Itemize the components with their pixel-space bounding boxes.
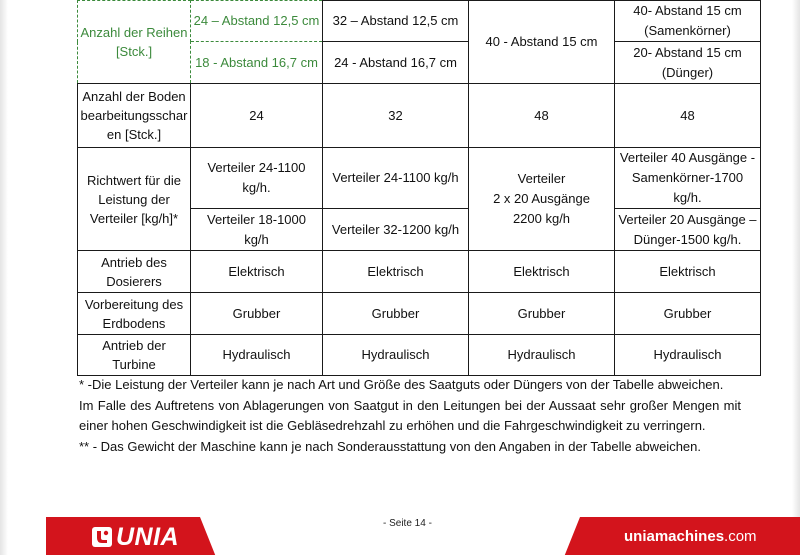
footnotes — [79, 375, 741, 457]
coulters-c1: 24 — [191, 84, 323, 148]
footnote-weight: ** - Das Gewicht der Maschine kann je nach Sonderausstattung von den Angaben in der Tabelle abweichen. — [79, 438, 701, 454]
website-name: uniamachines — [624, 528, 725, 545]
distributor-c3-line1: Verteiler — [517, 171, 566, 186]
rows-count-c1-bottom: 18 - Abstand 16,7 cm — [191, 42, 323, 84]
metering-drive-label: Antrieb des Dosierers — [78, 251, 191, 293]
rows-count-c2-top: 32 – Abstand 12,5 cm — [323, 1, 469, 42]
rows-count-c4-bottom: 20- Abstand 15 cm (Dünger) — [615, 42, 761, 84]
soil-prep-c3: Grubber — [469, 293, 615, 335]
distributor-c1-top: Verteiler 24-1100 kg/h. — [191, 148, 323, 209]
soil-prep-c1: Grubber — [191, 293, 323, 335]
website-link[interactable] — [624, 528, 757, 545]
unia-logo-icon — [92, 527, 112, 547]
turbine-drive-c1: Hydraulisch — [191, 335, 323, 376]
coulters-c4: 48 — [615, 84, 761, 148]
distributor-c4-top: Verteiler 40 Ausgänge - Samenkörner-1700 kg/h. — [615, 148, 761, 209]
distributor-c2-bottom: Verteiler 32-1200 kg/h — [323, 209, 469, 251]
distributor-c2-top: Verteiler 24-1100 kg/h — [323, 148, 469, 209]
brand-logo — [92, 523, 179, 551]
metering-drive-c2: Elektrisch — [323, 251, 469, 293]
footnote-distributor: * -Die Leistung der Verteiler kann je nach Art und Größe des Saatguts oder Düngers von der Tabelle abweichen. — [79, 377, 724, 392]
website-tld: .com — [724, 528, 757, 545]
rows-count-c2-bottom: 24 - Abstand 16,7 cm — [323, 42, 469, 84]
footnote-deposits: Im Falle des Auftretens von Ablagerungen von Saatgut in den Leitungen bei der Aussaat sehr großer Mengen mit einer hohen Geschwindigkeit ist die Gebläsedrehzahl zu erhöhen und die Fahrgeschwindigkeit zu verringern. — [79, 397, 741, 434]
turbine-drive-label: Antrieb der Turbine — [78, 335, 191, 376]
page-number: - Seite 14 - — [383, 518, 432, 529]
distributor-c3 — [469, 148, 615, 251]
turbine-drive-c2: Hydraulisch — [323, 335, 469, 376]
page-shadow-left — [0, 0, 8, 555]
coulters-c2: 32 — [323, 84, 469, 148]
page-footer — [0, 509, 800, 555]
metering-drive-c1: Elektrisch — [191, 251, 323, 293]
rows-count-c4-top: 40- Abstand 15 cm (Samenkörner) — [615, 1, 761, 42]
rows-count-c1-top: 24 – Abstand 12,5 cm — [191, 1, 323, 42]
soil-prep-label: Vorbereitung des Erdbodens — [78, 293, 191, 335]
rows-count-label: Anzahl der Reihen [Stck.] — [78, 1, 191, 84]
rows-count-c3: 40 - Abstand 15 cm — [469, 1, 615, 84]
soil-prep-c2: Grubber — [323, 293, 469, 335]
distributor-c3-line3: 2200 kg/h — [512, 211, 571, 226]
metering-drive-c3: Elektrisch — [469, 251, 615, 293]
soil-prep-c4: Grubber — [615, 293, 761, 335]
brand-name: UNIA — [116, 522, 180, 551]
metering-drive-c4: Elektrisch — [615, 251, 761, 293]
turbine-drive-c4: Hydraulisch — [615, 335, 761, 376]
coulters-c3: 48 — [469, 84, 615, 148]
page-shadow-right — [792, 0, 800, 555]
turbine-drive-c3: Hydraulisch — [469, 335, 615, 376]
distributor-label: Richtwert für die Leistung der Verteiler [kg/h]* — [78, 148, 191, 251]
coulters-label: Anzahl der Bodenbearbeitungsscharen [Stck.] — [78, 84, 191, 148]
distributor-c3-line2: 2 x 20 Ausgänge — [493, 191, 590, 206]
spec-table — [77, 0, 761, 376]
distributor-c4-bottom: Verteiler 20 Ausgänge – Dünger-1500 kg/h. — [615, 209, 761, 251]
distributor-c1-bottom: Verteiler 18-1000 kg/h — [191, 209, 323, 251]
